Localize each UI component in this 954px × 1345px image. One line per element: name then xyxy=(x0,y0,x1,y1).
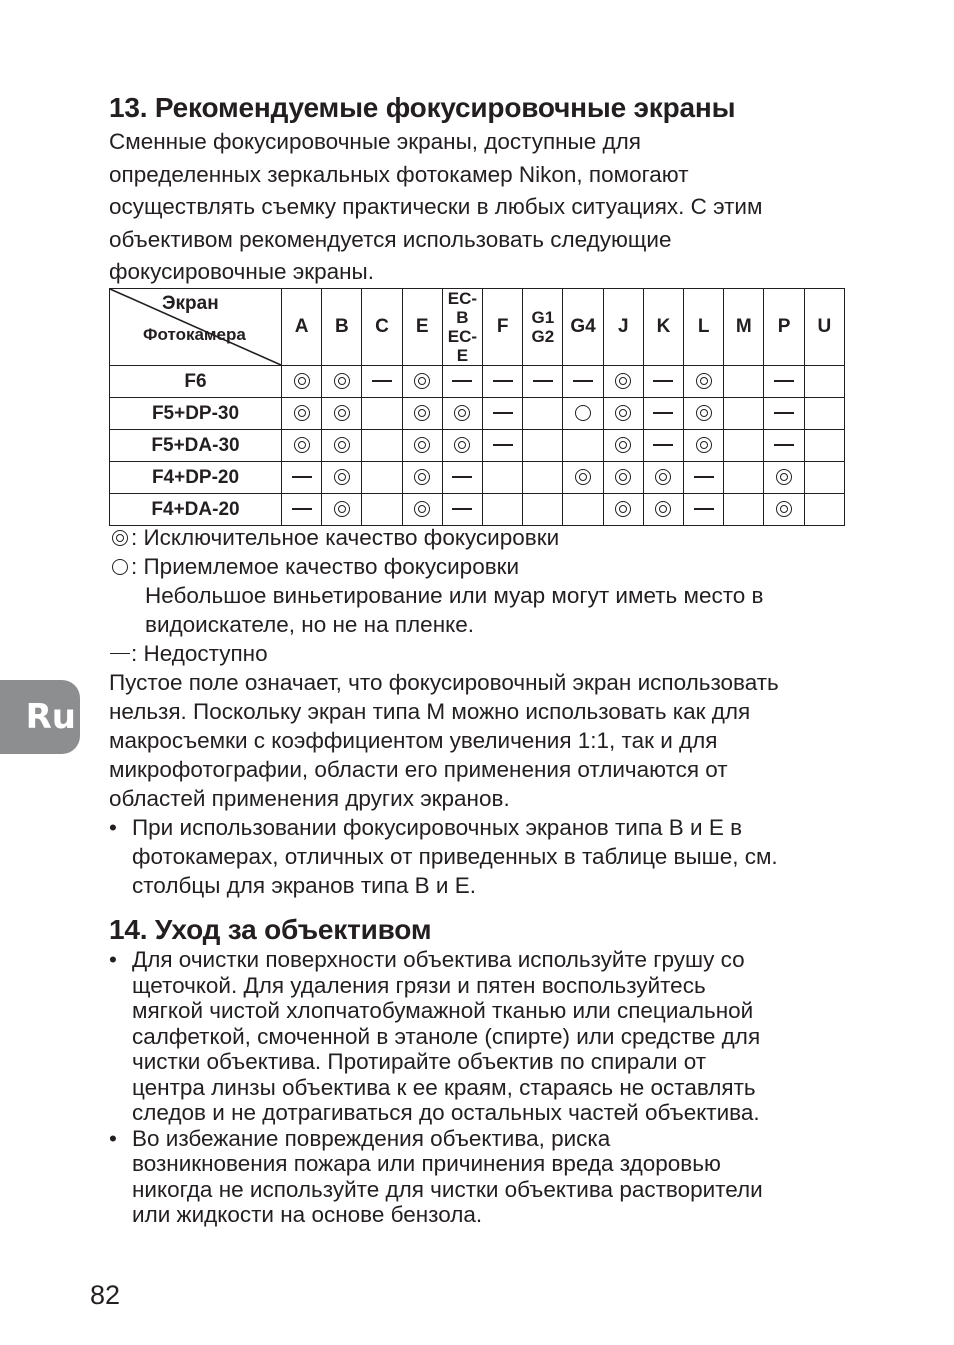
legend-excellent-text: : Исключительное качество фокусировки xyxy=(131,525,560,550)
column-header: E xyxy=(402,289,442,366)
rating-cell xyxy=(282,366,322,398)
rating-cell xyxy=(684,398,724,430)
dash-icon xyxy=(493,435,513,455)
column-header: F xyxy=(483,289,523,366)
column-header: P xyxy=(764,289,804,366)
rating-cell xyxy=(643,494,683,526)
bullet-line: никогда не используйте для чистки объектива растворители xyxy=(132,1176,763,1202)
table-header-row xyxy=(110,289,845,366)
rating-cell xyxy=(603,494,643,526)
dash-icon xyxy=(533,371,553,391)
double-circle-icon xyxy=(332,371,352,391)
double-circle-icon xyxy=(452,403,472,423)
dash-icon xyxy=(653,371,673,391)
column-header: C xyxy=(362,289,402,366)
rating-cell xyxy=(442,462,482,494)
legend-acceptable xyxy=(109,552,764,581)
double-circle-icon xyxy=(653,499,673,519)
column-header: A xyxy=(282,289,322,366)
rating-cell xyxy=(402,494,442,526)
column-header: G4 xyxy=(563,289,603,366)
double-circle-icon xyxy=(613,403,633,423)
double-circle-icon xyxy=(412,435,432,455)
note-line: микрофотографии, области его применения отличаются от xyxy=(109,757,728,782)
bullet-mark: • xyxy=(109,947,117,972)
rating-cell xyxy=(603,366,643,398)
rating-cell xyxy=(724,430,764,462)
corner-screen-label: Экран xyxy=(162,293,219,314)
bullet-item xyxy=(109,813,778,900)
rating-cell xyxy=(643,398,683,430)
rating-cell xyxy=(442,366,482,398)
rating-cell xyxy=(282,398,322,430)
rating-cell xyxy=(804,494,844,526)
bullet-item xyxy=(109,947,763,1126)
rating-cell xyxy=(563,366,603,398)
column-header: K xyxy=(643,289,683,366)
dash-icon xyxy=(110,644,130,664)
rating-cell xyxy=(442,430,482,462)
bullet-line: салфеткой, смоченной в этаноле (спирте) или средстве для xyxy=(132,1023,761,1049)
rating-cell xyxy=(804,366,844,398)
section-14-bullets xyxy=(109,947,763,1228)
rating-cell xyxy=(764,366,804,398)
double-circle-icon xyxy=(412,371,432,391)
camera-cell: F4+DA-20 xyxy=(110,494,282,526)
table-row xyxy=(110,462,845,494)
dash-icon xyxy=(292,467,312,487)
rating-cell xyxy=(603,430,643,462)
bullet-line: мягкой чистой хлопчатобумажной тканью или специальной xyxy=(132,998,754,1023)
rating-cell xyxy=(523,398,563,430)
column-header-line: G2 xyxy=(531,327,555,346)
rating-cell xyxy=(483,398,523,430)
rating-cell xyxy=(362,462,402,494)
intro-line: определенных зеркальных фотокамер Nikon, помогают xyxy=(109,161,689,187)
legend-acceptable-note-line: Небольшое виньетирование или муар могут иметь место в xyxy=(145,583,764,608)
bullet-line: центра линзы объектива к ее краям, стараясь не оставлять xyxy=(132,1074,756,1100)
double-circle-icon xyxy=(694,435,714,455)
double-circle-icon xyxy=(332,467,352,487)
legend xyxy=(109,523,764,668)
rating-cell xyxy=(282,462,322,494)
section-13-intro xyxy=(109,126,849,289)
intro-line: осуществлять съемку практически в любых ситуациях. С этим xyxy=(109,194,763,219)
section-13-title: 13. Рекомендуемые фокусировочные экраны xyxy=(109,92,736,123)
dash-icon xyxy=(653,403,673,423)
double-circle-icon xyxy=(694,403,714,423)
double-circle-icon xyxy=(573,467,593,487)
rating-cell xyxy=(523,430,563,462)
double-circle-icon xyxy=(774,499,794,519)
rating-cell xyxy=(764,494,804,526)
legend-acceptable-text: : Приемлемое качество фокусировки xyxy=(131,554,520,579)
note-line: макросъемки с коэффициентом увеличения 1:1, так и для xyxy=(109,728,718,753)
rating-cell xyxy=(483,366,523,398)
double-circle-icon xyxy=(412,403,432,423)
bullet-line: фотокамерах, отличных от приведенных в таблице выше, см. xyxy=(132,844,778,869)
circle-icon xyxy=(573,403,593,423)
section-14-title: 14. Уход за объективом xyxy=(109,914,432,945)
circle-icon xyxy=(110,557,130,577)
rating-cell xyxy=(563,494,603,526)
rating-cell xyxy=(483,462,523,494)
column-header-line: G1 xyxy=(531,308,555,327)
rating-cell xyxy=(402,398,442,430)
dash-icon xyxy=(452,499,472,519)
rating-cell xyxy=(724,366,764,398)
column-header: B xyxy=(322,289,362,366)
intro-line: фокусировочные экраны. xyxy=(109,259,374,284)
rating-cell xyxy=(483,494,523,526)
table-row xyxy=(110,398,845,430)
rating-cell xyxy=(563,430,603,462)
double-circle-icon xyxy=(412,499,432,519)
note-line: нельзя. Поскольку экран типа M можно использовать как для xyxy=(109,699,751,724)
legend-unavailable-text: : Недоступно xyxy=(131,641,268,666)
column-header: J xyxy=(603,289,643,366)
rating-cell xyxy=(523,494,563,526)
intro-line: объективом рекомендуется использовать следующие xyxy=(109,226,672,252)
rating-cell xyxy=(804,398,844,430)
rating-cell xyxy=(764,430,804,462)
blank-cell-note xyxy=(109,668,779,813)
rating-cell xyxy=(282,430,322,462)
legend-acceptable-note-line: видоискателе, но не на пленке. xyxy=(145,612,474,637)
rating-cell xyxy=(804,430,844,462)
camera-cell: F6 xyxy=(110,366,282,398)
double-circle-icon xyxy=(332,499,352,519)
legend-unavailable xyxy=(109,639,764,668)
rating-cell xyxy=(603,462,643,494)
double-circle-icon xyxy=(774,467,794,487)
page-number: 82 xyxy=(90,1280,121,1310)
rating-cell xyxy=(402,430,442,462)
note-line: областей применения других экранов. xyxy=(109,786,510,811)
rating-cell xyxy=(362,494,402,526)
column-header: U xyxy=(804,289,844,366)
column-header-line: EC-B xyxy=(447,289,478,327)
double-circle-icon xyxy=(332,435,352,455)
rating-cell xyxy=(282,494,322,526)
bullet-line: чистки объектива. Протирайте объектив по спирали от xyxy=(132,1049,707,1074)
table-row xyxy=(110,430,845,462)
dash-icon xyxy=(694,499,714,519)
double-circle-icon xyxy=(613,467,633,487)
dash-icon xyxy=(774,403,794,423)
focusing-screens-table xyxy=(109,288,845,526)
rating-cell xyxy=(322,462,362,494)
column-header xyxy=(442,289,482,366)
language-tab: Ru xyxy=(0,680,80,754)
table-row xyxy=(110,366,845,398)
bullet-line: При использовании фокусировочных экранов типа B и E в xyxy=(132,815,743,840)
rating-cell xyxy=(322,494,362,526)
rating-cell xyxy=(563,398,603,430)
bullet-item xyxy=(109,1126,763,1228)
rating-cell xyxy=(322,430,362,462)
rating-cell xyxy=(684,366,724,398)
rating-cell xyxy=(402,366,442,398)
bullet-line: щеточкой. Для удаления грязи и пятен воспользуйтесь xyxy=(132,972,706,998)
column-header-line: EC-E xyxy=(447,327,478,365)
rating-cell xyxy=(523,462,563,494)
rating-cell xyxy=(402,462,442,494)
rating-cell xyxy=(563,462,603,494)
rating-cell xyxy=(603,398,643,430)
double-circle-icon xyxy=(110,528,130,548)
dash-icon xyxy=(372,371,392,391)
double-circle-icon xyxy=(292,435,312,455)
camera-cell: F5+DA-30 xyxy=(110,430,282,462)
note-line: Пустое поле означает, что фокусировочный экран использовать xyxy=(109,670,779,695)
rating-cell xyxy=(684,462,724,494)
rating-cell xyxy=(804,462,844,494)
dash-icon xyxy=(774,371,794,391)
bullet-line: Для очистки поверхности объектива используйте грушу со xyxy=(132,947,745,972)
column-header: M xyxy=(724,289,764,366)
table-corner-cell xyxy=(110,289,282,366)
double-circle-icon xyxy=(613,435,633,455)
dash-icon xyxy=(653,435,673,455)
corner-camera-label: Фотокамера xyxy=(143,325,246,344)
rating-cell xyxy=(764,398,804,430)
double-circle-icon xyxy=(292,403,312,423)
camera-cell: F5+DP-30 xyxy=(110,398,282,430)
bullet-line: или жидкости на основе бензола. xyxy=(132,1202,483,1227)
dash-icon xyxy=(774,435,794,455)
double-circle-icon xyxy=(613,371,633,391)
rating-cell xyxy=(362,430,402,462)
dash-icon xyxy=(292,499,312,519)
dash-icon xyxy=(694,467,714,487)
double-circle-icon xyxy=(694,371,714,391)
section-13-bullets xyxy=(109,813,778,900)
rating-cell xyxy=(724,494,764,526)
rating-cell xyxy=(724,398,764,430)
column-header: L xyxy=(684,289,724,366)
rating-cell xyxy=(523,366,563,398)
dash-icon xyxy=(493,403,513,423)
column-header xyxy=(523,289,563,366)
rating-cell xyxy=(643,430,683,462)
double-circle-icon xyxy=(653,467,673,487)
intro-line: Сменные фокусировочные экраны, доступные для xyxy=(109,129,641,154)
bullet-line: Во избежание повреждения объектива, риска xyxy=(132,1125,611,1151)
rating-cell xyxy=(483,430,523,462)
table-row xyxy=(110,494,845,526)
rating-cell xyxy=(684,494,724,526)
double-circle-icon xyxy=(452,435,472,455)
rating-cell xyxy=(724,462,764,494)
rating-cell xyxy=(442,494,482,526)
rating-cell xyxy=(322,398,362,430)
rating-cell xyxy=(362,366,402,398)
double-circle-icon xyxy=(412,467,432,487)
bullet-line: следов и не дотрагиваться до остальных частей объектива. xyxy=(132,1100,760,1125)
rating-cell xyxy=(643,366,683,398)
bullet-line: возникновения пожара или причинения вреда здоровью xyxy=(132,1151,721,1176)
dash-icon xyxy=(573,371,593,391)
rating-cell xyxy=(362,398,402,430)
camera-cell: F4+DP-20 xyxy=(110,462,282,494)
legend-excellent xyxy=(109,523,764,552)
rating-cell xyxy=(442,398,482,430)
double-circle-icon xyxy=(292,371,312,391)
dash-icon xyxy=(452,371,472,391)
dash-icon xyxy=(493,371,513,391)
bullet-mark: • xyxy=(109,815,117,840)
rating-cell xyxy=(643,462,683,494)
dash-icon xyxy=(452,467,472,487)
double-circle-icon xyxy=(613,499,633,519)
double-circle-icon xyxy=(332,403,352,423)
bullet-mark: • xyxy=(109,1125,117,1151)
rating-cell xyxy=(322,366,362,398)
bullet-line: столбцы для экранов типа B и E. xyxy=(132,873,476,898)
rating-cell xyxy=(764,462,804,494)
rating-cell xyxy=(684,430,724,462)
